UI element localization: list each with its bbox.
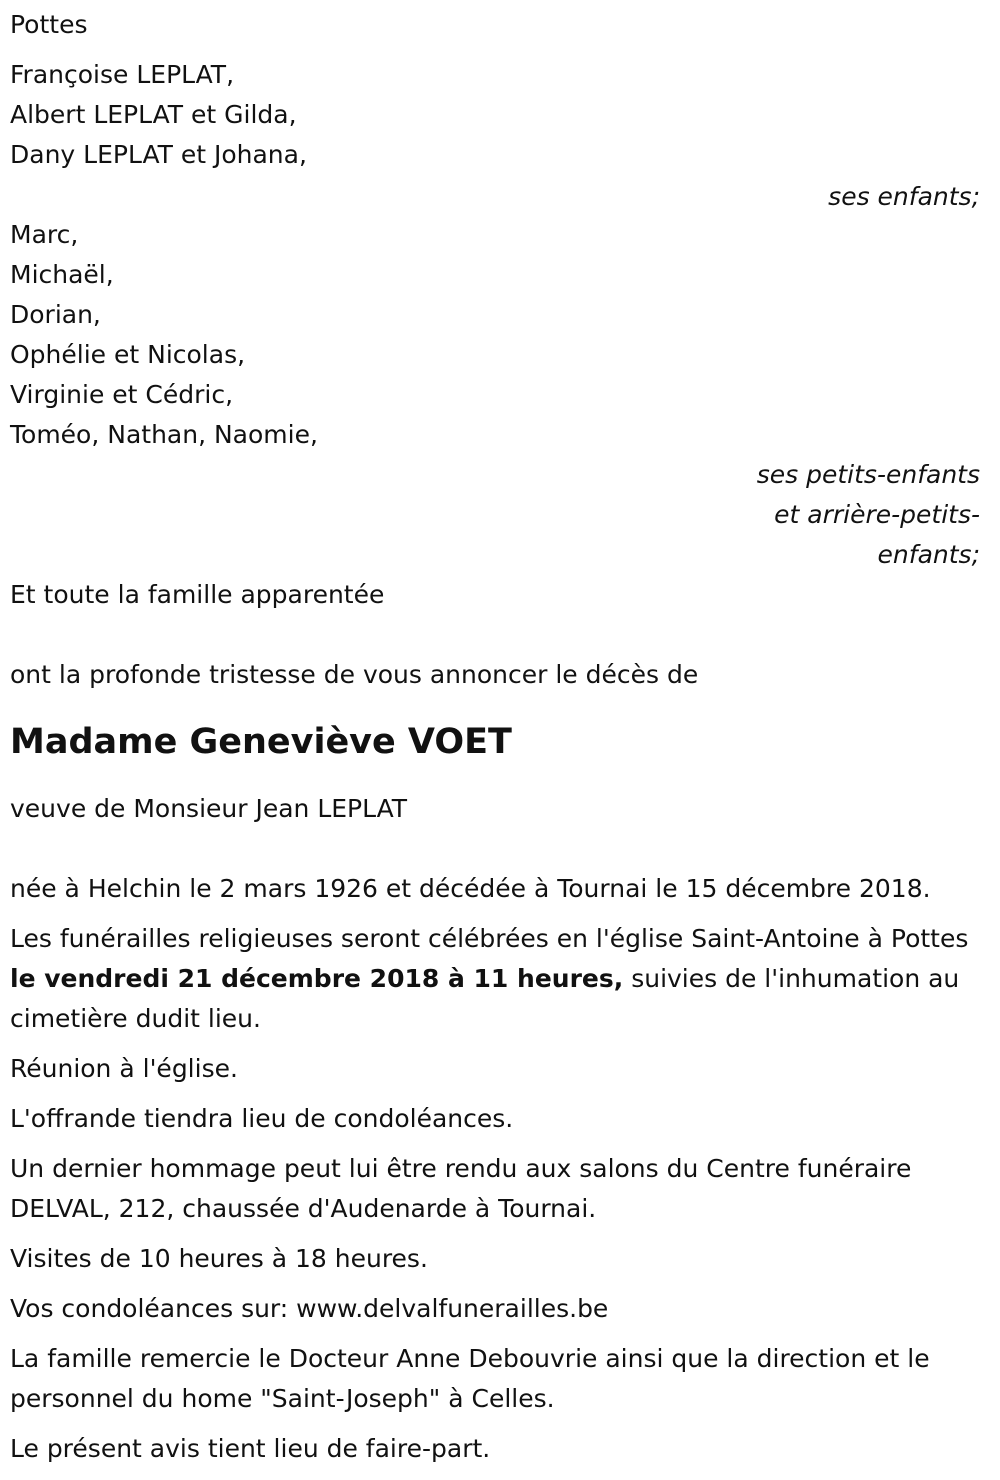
details <box>10 869 990 1469</box>
announcement: ont la profonde tristesse de vous annoncer le décès de <box>10 660 699 689</box>
meeting-info: Réunion à l'église. <box>10 1054 238 1083</box>
condolences-info <box>10 1289 990 1329</box>
children-list <box>10 55 990 217</box>
child-name: Françoise LEPLAT, <box>10 60 235 89</box>
grandchildren-role: et arrière-petits- <box>774 500 980 529</box>
location: Pottes <box>10 10 88 39</box>
child-name: Albert LEPLAT et Gilda, <box>10 100 297 129</box>
condolences-link[interactable]: www.delvalfunerailles.be <box>296 1294 609 1323</box>
funeral-text: Les funérailles religieuses seront célébrées en l'église Saint-Antoine à Pottes <box>10 924 969 953</box>
grandchild-name: Virginie et Cédric, <box>10 380 234 409</box>
children-role: ses enfants; <box>828 182 980 211</box>
funeral-info <box>10 919 990 1039</box>
deceased-name: Madame Geneviève VOET <box>10 722 512 762</box>
family-line: Et toute la famille apparentée <box>10 580 385 609</box>
visits-info: Visites de 10 heures à 18 heures. <box>10 1244 428 1273</box>
grandchildren-role: enfants; <box>877 540 980 569</box>
grandchild-name: Dorian, <box>10 300 101 329</box>
notice-info: Le présent avis tient lieu de faire-part. <box>10 1434 491 1463</box>
condolences-label: Vos condoléances sur: <box>10 1294 297 1323</box>
grandchild-name: Michaël, <box>10 260 114 289</box>
offering-info: L'offrande tiendra lieu de condoléances. <box>10 1104 514 1133</box>
grandchild-name: Ophélie et Nicolas, <box>10 340 246 369</box>
grandchildren-list <box>10 215 990 575</box>
grandchild-name: Marc, <box>10 220 79 249</box>
funeral-date: le vendredi 21 décembre 2018 à 11 heures, <box>10 964 624 993</box>
tribute-info: Un dernier hommage peut lui être rendu aux salons du Centre funéraire DELVAL, 212, chaussée d'Audenarde à Tournai. <box>10 1154 912 1223</box>
widow-of: veuve de Monsieur Jean LEPLAT <box>10 794 408 823</box>
funeral-text-end: suivies de l'inhumation au cimetière dudit lieu. <box>10 964 960 1033</box>
grandchild-name: Toméo, Nathan, Naomie, <box>10 420 318 449</box>
thanks-info: La famille remercie le Docteur Anne Debouvrie ainsi que la direction et le personnel du home "Saint-Joseph" à Celles. <box>10 1344 930 1413</box>
grandchildren-role: ses petits-enfants <box>756 460 980 489</box>
birth-death: née à Helchin le 2 mars 1926 et décédée à Tournai le 15 décembre 2018. <box>10 874 931 903</box>
child-name: Dany LEPLAT et Johana, <box>10 140 307 169</box>
